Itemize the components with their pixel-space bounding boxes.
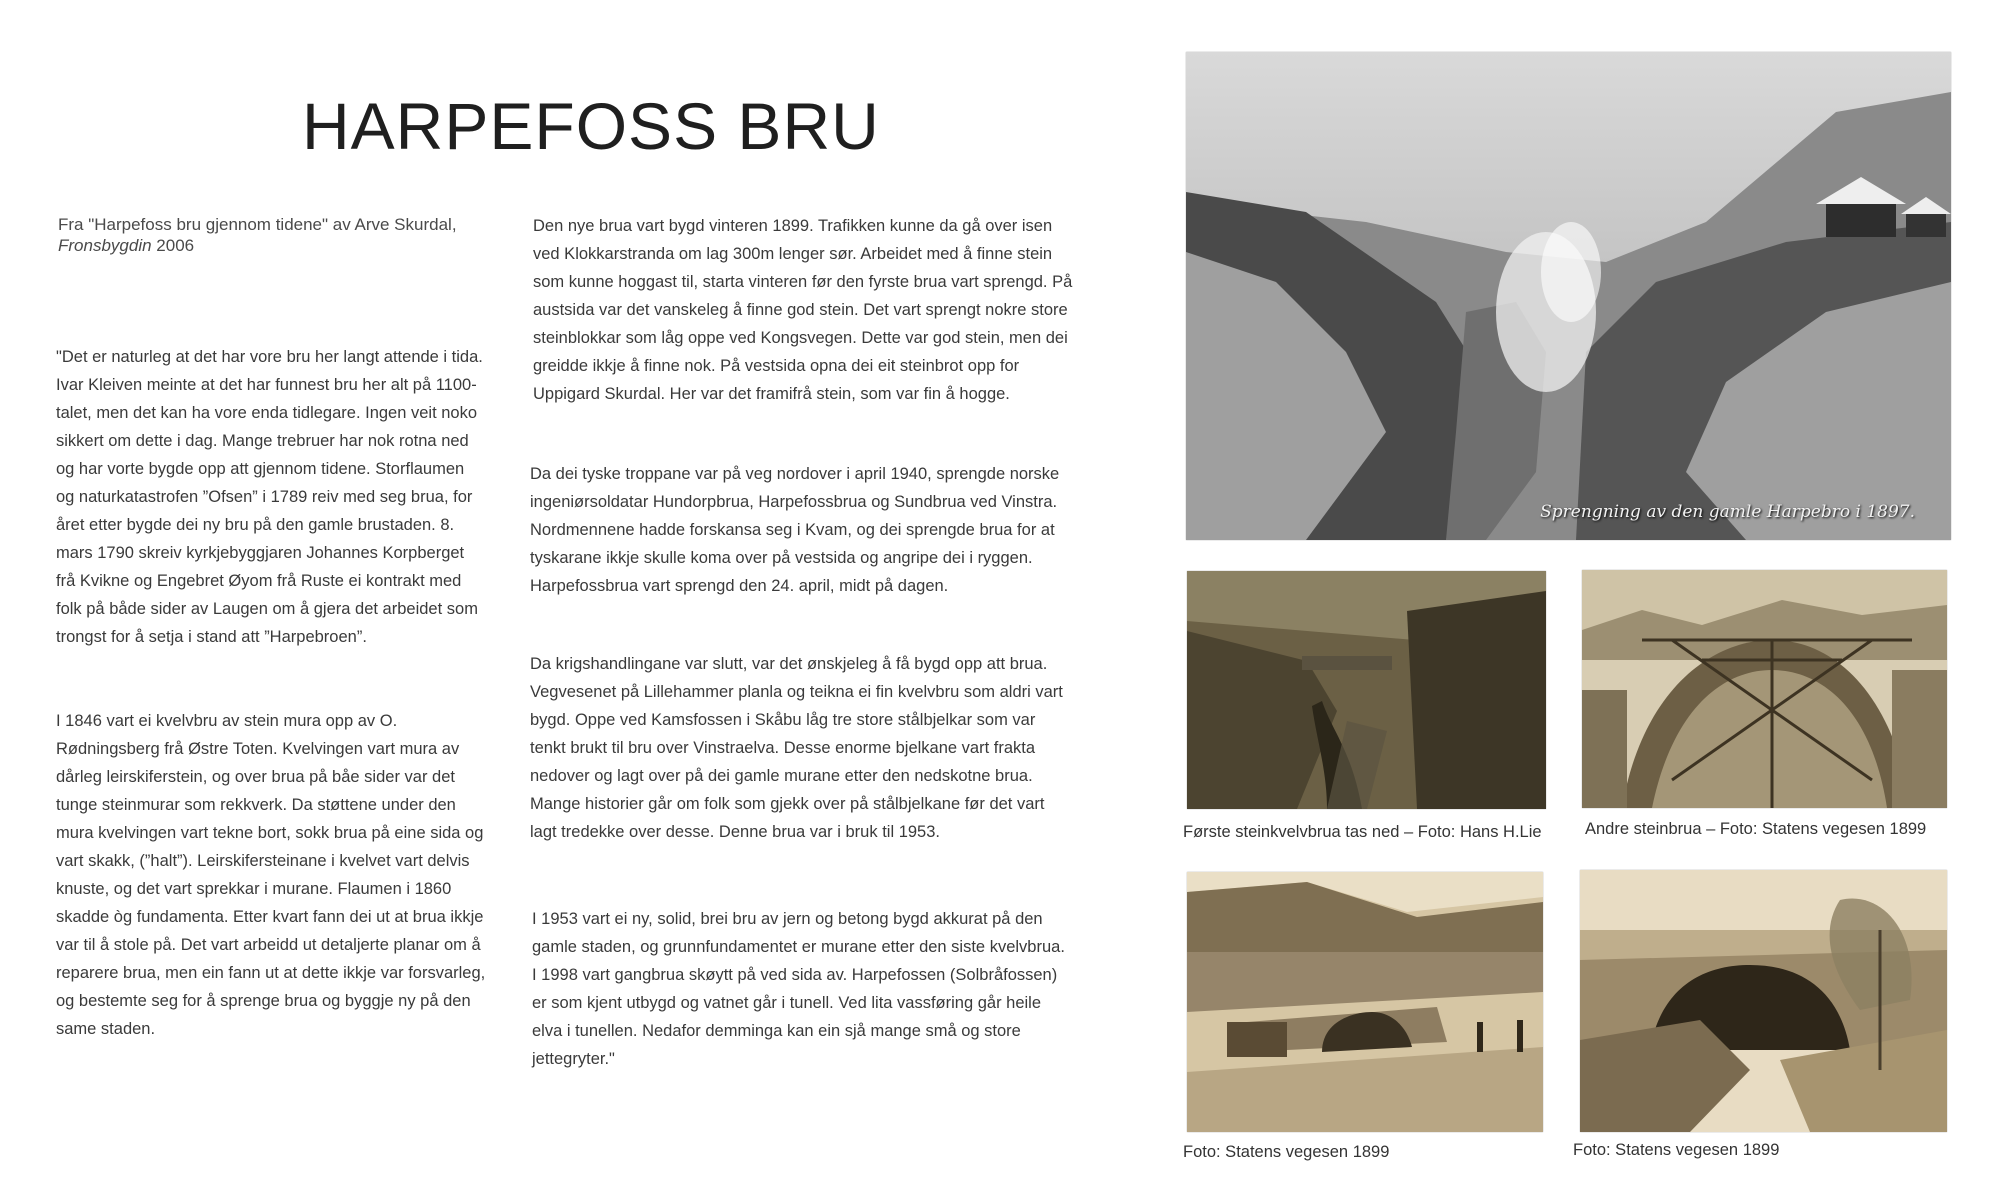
source-year: 2006 xyxy=(156,236,195,255)
photo-second-stone-bridge-image xyxy=(1582,570,1947,808)
paragraph: I 1846 vart ei kvelvbru av stein mura opp av O. Rødningsberg frå Østre Toten. Kvelvingen vart mura av dårleg leirskiferstein, og over brua på båe sider var det tunge steinmurar som rekkverk. Da støttene under den mura kvelvingen vart tekne bort, sokk brua på eine sida og vart skakk, (”halt”). Leirskifersteinane i kvelvet vart delvis knuste, og det vart sprekkar i murane. Flaumen i 1860 skadde òg fundamenta. Etter kvart fann dei ut at brua ikkje var til å stole på. Det vart arbeidd ut detaljerte planar om å reparere brua, men ein fann ut at dette ikkje var forsvarleg, og bestemte seg for å sprenge brua og byggje ny på den same staden. xyxy=(56,712,486,1038)
photo-bridge-blasting-image xyxy=(1186,52,1951,540)
paragraph: Den nye brua vart bygd vinteren 1899. Trafikken kunne da gå over isen ved Klokkarstranda om lag 300m lenger sør. Arbeidet med å finne stein som kunne hoggast til, starta vinteren før den fyrste brua vart sprengd. På austsida var det vanskeleg å finne god stein. Det vart sprengt nokre store steinblokkar som låg oppe ved Kongsvegen. Dette var god stein, men dei greidde ikkje å finne nok. På vestsida opna dei eit steinbrot opp for Uppigard Skurdal. Her var det framifrå stein, som var fin å hogge. xyxy=(533,217,1073,403)
photo-caption: Foto: Statens vegesen 1899 xyxy=(1183,1143,1390,1161)
paragraph: "Det er naturleg at det har vore bru her langt attende i tida. Ivar Kleiven meinte at det har funnest bru her alt på 1100-talet, men det kan ha vore enda tidlegare. Ingen veit noko sikkert om dette i dag. Mange trebruer har nok rotna ned og har vorte bygde opp att gjennom tidene. Storflaumen og naturkatastrofen ”Ofsen” i 1789 reiv med seg brua, for året etter bygde dei ny bru på den gamle brustaden. 8. mars 1790 skreiv kyrkjebyggjaren Johannes Korpberget frå Kvikne og Engebret Øyom frå Ruste ei kontrakt med folk på både sider av Laugen om å gjera det arbeidet som trongst for å setja i stand att ”Harpebroen”. xyxy=(56,348,483,646)
photo-bridge-workers-image xyxy=(1187,872,1543,1132)
photo-bridge-workers xyxy=(1187,872,1543,1132)
source-publication: Fronsbygdin xyxy=(58,236,152,255)
paragraph: I 1953 vart ei ny, solid, brei bru av jern og betong bygd akkurat på den gamle staden, og grunnfundamentet er murane etter den siste kvelvbrua. I 1998 vart gangbrua skøytt på ved sida av. Harpefossen (Solbråfossen) er som kjent utbygd og vatnet går i tunell. Ved lita vassføring går heile elva i tunellen. Nedafor demminga kan ein sjå mange små og store jettegryter." xyxy=(532,910,1065,1068)
paragraph: Da dei tyske troppane var på veg nordover i april 1940, sprengde norske ingeniørsoldatar Hundorpbrua, Harpefossbrua og Sundbrua ved Vinstra. Nordmennene hadde forskansa seg i Kvam, og dei sprengde brua for at tyskarane ikkje skulle koma over på vestsida og angripe dei i ryggen. Harpefossbrua vart sprengd den 24. april, midt på dagen. xyxy=(530,465,1060,595)
photo-first-stone-bridge-image xyxy=(1187,571,1546,809)
photo-first-stone-bridge xyxy=(1187,571,1546,809)
photo-caption: Foto: Statens vegesen 1899 xyxy=(1573,1141,1780,1159)
photo-finished-arch-bridge xyxy=(1580,870,1947,1132)
paragraph: Da krigshandlingane var slutt, var det ønskjeleg å få bygd opp att brua. Vegvesenet på Lillehammer planla og teikna ei fin kvelvbru som aldri vart bygd. Oppe ved Kamsfossen i Skåbu låg tre store stålbjelkar som var tenkt brukt til bru over Vinstraelva. Desse enorme bjelkane vart frakta nedover og lagt over på dei gamle murane etter den nedskotne brua. Mange historier går om folk som gjekk over på stålbjelkane før det vart lagt tredekke over desse. Denne brua var i bruk til 1953. xyxy=(530,655,1063,841)
photo-inscription: Sprengning av den gamle Harpebro i 1897. xyxy=(1540,502,1915,522)
photo-finished-arch-bridge-image xyxy=(1580,870,1947,1132)
photo-caption: Andre steinbrua – Foto: Statens vegesen 1899 xyxy=(1585,820,1927,838)
page-title: HARPEFOSS BRU xyxy=(302,89,880,163)
photo-caption: Første steinkvelvbrua tas ned – Foto: Hans H.Lie xyxy=(1183,823,1542,841)
photo-bridge-blasting xyxy=(1186,52,1951,540)
photo-second-stone-bridge xyxy=(1582,570,1947,808)
source-prefix: Fra "Harpefoss bru gjennom tidene" av Arve Skurdal, xyxy=(58,215,457,234)
source-citation xyxy=(58,214,488,256)
